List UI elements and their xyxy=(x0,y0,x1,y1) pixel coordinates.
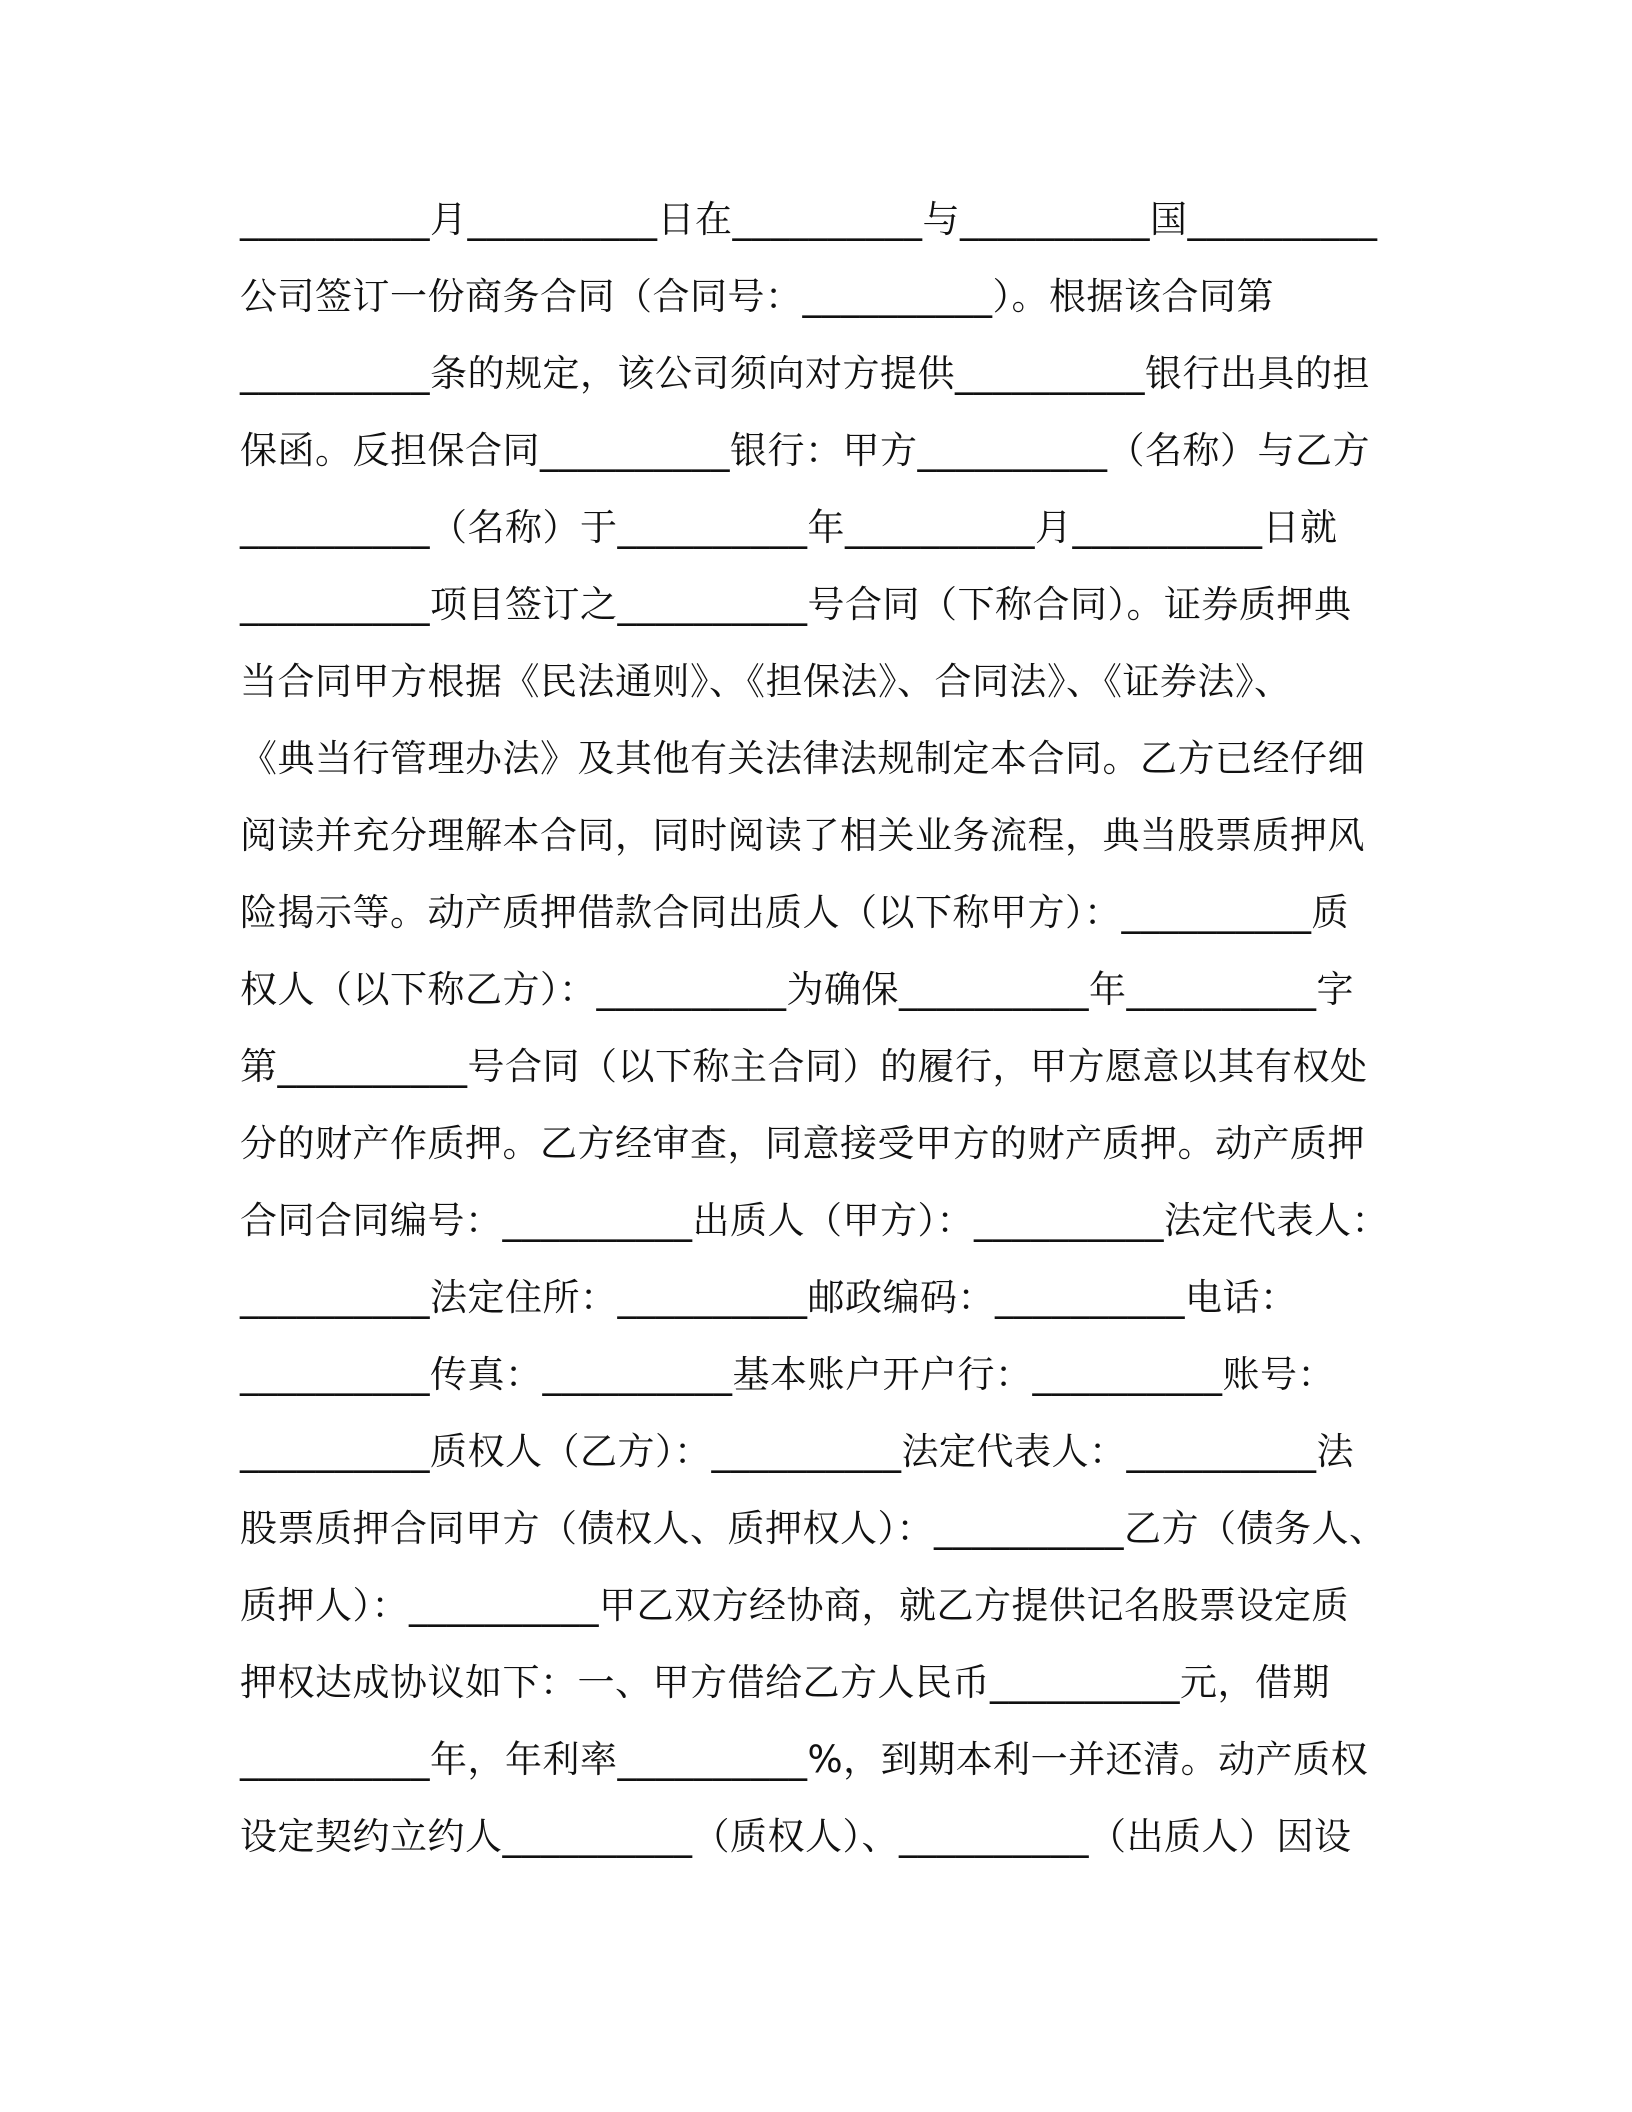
text-line-7: 当合同甲方根据《民法通则》、《担保法》、合同法》、《证券法》、 xyxy=(240,660,1292,703)
text-line-19: 质押人）：__________甲乙双方经协商，就乙方提供记名股票设定质 xyxy=(240,1584,1349,1627)
text-line-14: 合同合同编号：__________出质人（甲方）：__________法定代表人： xyxy=(240,1199,1389,1242)
text-line-5: __________（名称）于__________年__________月__________日就 xyxy=(240,506,1338,549)
text-line-15: __________法定住所：__________邮政编码：__________电话： xyxy=(240,1276,1298,1319)
contract-body xyxy=(240,190,1400,1884)
text-line-10: 险揭示等。动产质押借款合同出质人（以下称甲方）：__________质 xyxy=(240,891,1349,934)
text-line-1: __________月__________日在__________与__________国__________ xyxy=(240,198,1378,241)
text-line-8: 《典当行管理办法》及其他有关法律法规制定本合同。乙方已经仔细 xyxy=(240,737,1365,780)
text-line-6: __________项目签订之__________号合同（下称合同）。证券质押典 xyxy=(240,583,1352,626)
text-line-13: 分的财产作质押。乙方经审查，同意接受甲方的财产质押。动产质押 xyxy=(240,1122,1365,1165)
text-line-20: 押权达成协议如下：一、甲方借给乙方人民币__________元，借期 xyxy=(240,1661,1330,1704)
text-line-18: 股票质押合同甲方（债权人、质押权人）：__________乙方（债务人、 xyxy=(240,1507,1387,1550)
text-line-11: 权人（以下称乙方）：__________为确保__________年__________字 xyxy=(240,968,1354,1011)
text-line-16: __________传真：__________基本账户开户行：__________账号： xyxy=(240,1353,1335,1396)
text-line-4: 保函。反担保合同__________银行：甲方__________（名称）与乙方 xyxy=(240,429,1370,472)
text-line-2: 公司签订一份商务合同（合同号：__________）。根据该合同第 xyxy=(240,275,1274,318)
text-line-9: 阅读并充分理解本合同，同时阅读了相关业务流程，典当股票质押风 xyxy=(240,814,1365,857)
text-line-22: 设定契约立约人__________（质权人）、__________（出质人）因设 xyxy=(240,1815,1352,1858)
text-line-17: __________质权人（乙方）：__________法定代表人：__________法 xyxy=(240,1430,1354,1473)
text-line-3: __________条的规定，该公司须向对方提供__________银行出具的担 xyxy=(240,352,1370,395)
text-line-12: 第__________号合同（以下称主合同）的履行，甲方愿意以其有权处 xyxy=(240,1045,1368,1088)
text-line-21: __________年，年利率__________%，到期本利一并还清。动产质权 xyxy=(240,1738,1369,1781)
